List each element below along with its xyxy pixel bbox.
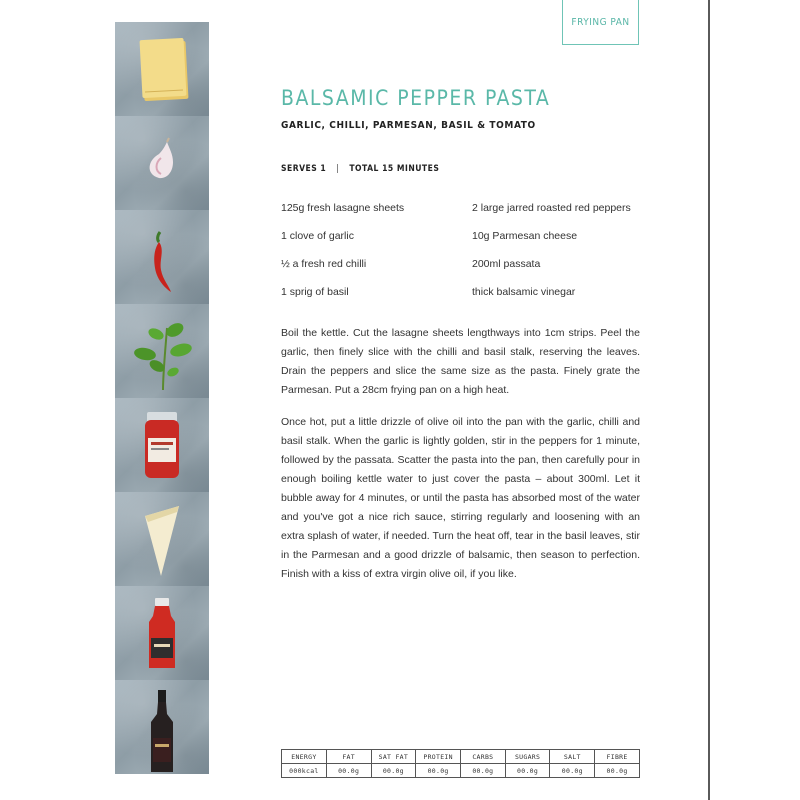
ingredient-item: ½ a fresh red chilli — [281, 258, 367, 270]
ingredient-item: 10g Parmesan cheese — [472, 230, 578, 242]
nutrition-value: 00.0g — [371, 764, 416, 778]
ingredient-photo-strip — [115, 22, 209, 778]
nutrition-header: CARBS — [461, 750, 506, 764]
nutrition-header: FAT — [326, 750, 371, 764]
nutrition-header: SALT — [550, 750, 595, 764]
lasagne-sheets-icon — [115, 22, 209, 116]
recipe-meta — [281, 164, 439, 174]
photo-passata — [115, 586, 209, 680]
nutrition-value: 00.0g — [505, 764, 550, 778]
nutrition-value: 00.0g — [461, 764, 506, 778]
method-paragraph: Once hot, put a little drizzle of olive oil into the pan with the garlic, chilli and basil stalk. When the garlic is lightly golden, stir in the peppers for 1 minute, followed by the passata. Scatter the pasta into the pan, then carefully pour in enough boiling kettle water to just cover the pasta – about 300ml. Let it bubble away for 4 minutes, or until the pasta has absorbed most of the water and you've got a nice rich sauce, stirring regularly and loosening with an extra splash of water, if needed. Turn the heat off, tear in the basil leaves, stir in the Parmesan and a good drizzle of balsamic, then season to perfection. Finish with a kiss of extra virgin olive oil, if you like. — [281, 416, 640, 580]
recipe-subtitle: GARLIC, CHILLI, PARMESAN, BASIL & TOMATO — [281, 120, 536, 131]
nutrition-header-row — [282, 750, 640, 764]
nutrition-header: SAT FAT — [371, 750, 416, 764]
ingredient-item: 1 sprig of basil — [281, 286, 349, 298]
photo-lasagne-sheets — [115, 22, 209, 116]
nutrition-header: ENERGY — [282, 750, 327, 764]
nutrition-value: 000kcal — [282, 764, 327, 778]
ingredient-item: 125g fresh lasagne sheets — [281, 202, 405, 214]
serves-label: SERVES 1 — [281, 164, 327, 174]
section-tab: FRYING PAN — [562, 0, 639, 45]
page-edge-divider — [708, 0, 710, 800]
ingredient-item: 2 large jarred roasted red peppers — [472, 202, 631, 214]
photo-garlic — [115, 116, 209, 210]
meta-separator: | — [336, 164, 340, 174]
nutrition-header: FIBRE — [595, 750, 640, 764]
nutrition-value: 00.0g — [550, 764, 595, 778]
nutrition-value: 00.0g — [416, 764, 461, 778]
ingredient-item: thick balsamic vinegar — [472, 286, 576, 298]
recipe-title: BALSAMIC PEPPER PASTA — [281, 86, 551, 110]
photo-red-chilli — [115, 210, 209, 304]
parmesan-wedge-icon — [115, 492, 209, 586]
nutrition-value-row — [282, 764, 640, 778]
ingredient-item: 200ml passata — [472, 258, 541, 270]
photo-roasted-peppers-jar — [115, 398, 209, 492]
balsamic-bottle-icon — [115, 680, 209, 774]
ingredient-item: 1 clove of garlic — [281, 230, 354, 242]
method-paragraph: Boil the kettle. Cut the lasagne sheets lengthways into 1cm strips. Peel the garlic, then finely slice with the chilli and basil stalk, reserving the leaves. Drain the peppers and slice the same size as the pasta. Finely grate the Parmesan. Put a 28cm frying pan on a high heat. — [281, 327, 640, 396]
nutrition-value: 00.0g — [326, 764, 371, 778]
photo-parmesan — [115, 492, 209, 586]
photo-basil — [115, 304, 209, 398]
nutrition-header: PROTEIN — [416, 750, 461, 764]
passata-bottle-icon — [115, 586, 209, 680]
red-chilli-icon — [115, 210, 209, 304]
photo-balsamic — [115, 680, 209, 774]
roasted-peppers-jar-icon — [115, 398, 209, 492]
basil-sprig-icon — [115, 304, 209, 398]
nutrition-header: SUGARS — [505, 750, 550, 764]
garlic-clove-icon — [115, 116, 209, 210]
total-time-label: TOTAL 15 MINUTES — [349, 164, 440, 174]
method-text — [281, 324, 640, 597]
nutrition-value: 00.0g — [595, 764, 640, 778]
nutrition-table — [281, 749, 640, 778]
